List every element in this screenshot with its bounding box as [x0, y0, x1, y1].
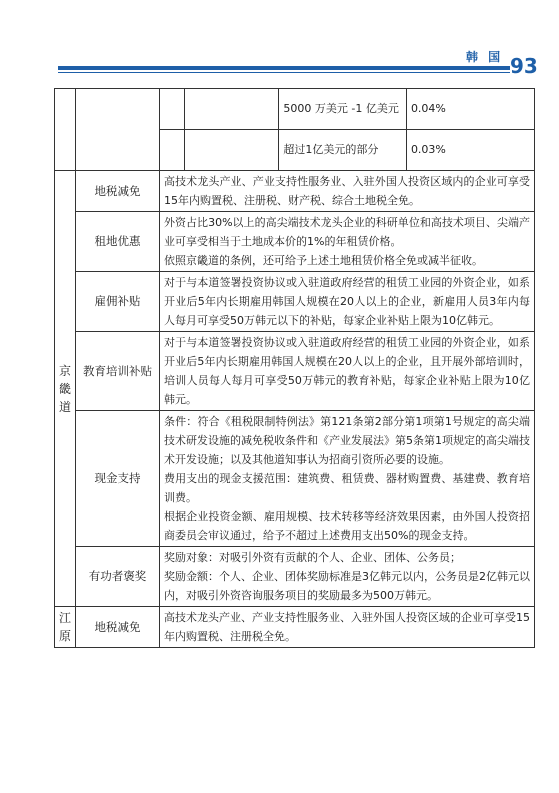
description-cell: 高技术龙头产业、产业支持性服务业、入驻外国人投资区域的企业可享受15年内购置税、注册税全免。 — [160, 607, 535, 648]
header-rule-thin — [58, 72, 510, 73]
category-cell-empty — [76, 89, 160, 171]
description-cell: 对于与本道签署投资协议或入驻道政府经营的租赁工业园的外资企业，如系开业后5年内长期雇用韩国人规模在20人以上的企业，新雇用人员3年内每人每月可享受50万韩元以下的补贴，每家企业补贴上限为10亿韩元。 — [160, 272, 535, 332]
table-row — [55, 547, 535, 607]
category-cell: 有功者褒奖 — [76, 547, 160, 607]
region-cell: 江 原 — [55, 607, 76, 648]
continuation-row — [55, 89, 535, 171]
description-cell: 高技术龙头产业、产业支持性服务业、入驻外国人投资区域内的企业可享受15年内购置税、注册税、财产税、综合土地税全免。 — [160, 171, 535, 212]
category-cell: 租地优惠 — [76, 212, 160, 272]
table-row — [55, 411, 535, 547]
table-row — [55, 332, 535, 411]
region-cell: 京 畿 道 — [55, 171, 76, 607]
header-country: 韩 国 — [466, 50, 504, 64]
table-row — [55, 272, 535, 332]
rate-range: 超过1亿美元的部分 — [279, 130, 407, 171]
rate-value: 0.04% — [406, 89, 534, 130]
table-row — [55, 171, 535, 212]
table-row — [55, 212, 535, 272]
category-cell: 地税减免 — [76, 607, 160, 648]
region-cell-empty — [55, 89, 76, 171]
category-cell: 地税减免 — [76, 171, 160, 212]
category-cell: 现金支持 — [76, 411, 160, 547]
rate-subtable — [160, 89, 534, 170]
description-cell: 对于与本道签署投资协议或入驻道政府经营的租赁工业园的外资企业，如系开业后5年内长期雇用韩国人规模在20人以上的企业，且开展外部培训时，培训人员每人每月可享受50万韩元的教育补贴，每家企业补贴上限为10亿韩元。 — [160, 332, 535, 411]
description-cell: 外资占比30%以上的高尖端技术龙头企业的科研单位和高技术项目、尖端产业可享受相当于土地成本价的1%的年租赁价格。 依照京畿道的条例，还可给予上述土地租赁价格全免或减半征收。 — [160, 212, 535, 272]
description-cell: 奖励对象：对吸引外资有贡献的个人、企业、团体、公务员； 奖励金额：个人、企业、团体奖励标准是3亿韩元以内，公务员是2亿韩元以内，对吸引外资咨询服务项目的奖励最多为500万韩元。 — [160, 547, 535, 607]
rate-row — [160, 130, 534, 171]
incentive-table — [54, 88, 535, 648]
rate-range: 5000 万美元 -1 亿美元 — [279, 89, 407, 130]
table-row — [55, 607, 535, 648]
subtable-cell — [160, 89, 535, 171]
category-cell: 教育培训补贴 — [76, 332, 160, 411]
description-cell: 条件：符合《租税限制特例法》第121条第2部分第1项第1号规定的高尖端技术研发设施的减免税收条件和《产业发展法》第5条第1项规定的高尖端技术开发设施；以及其他道知事认为招商引资所必要的设施。 费用支出的现金支援范围：建筑费、租赁费、器材购置费、基建费、教育培训费。 根据企业投资金额、雇用规模、技术转移等经济效果因素，由外国人投资招商委员会审议通过，给予不超过上述费用支出50%的现金支持。 — [160, 411, 535, 547]
rate-value: 0.03% — [406, 130, 534, 171]
rate-row — [160, 89, 534, 130]
header-rule — [58, 66, 510, 70]
page-number: 93 — [510, 54, 538, 78]
category-cell: 雇佣补贴 — [76, 272, 160, 332]
